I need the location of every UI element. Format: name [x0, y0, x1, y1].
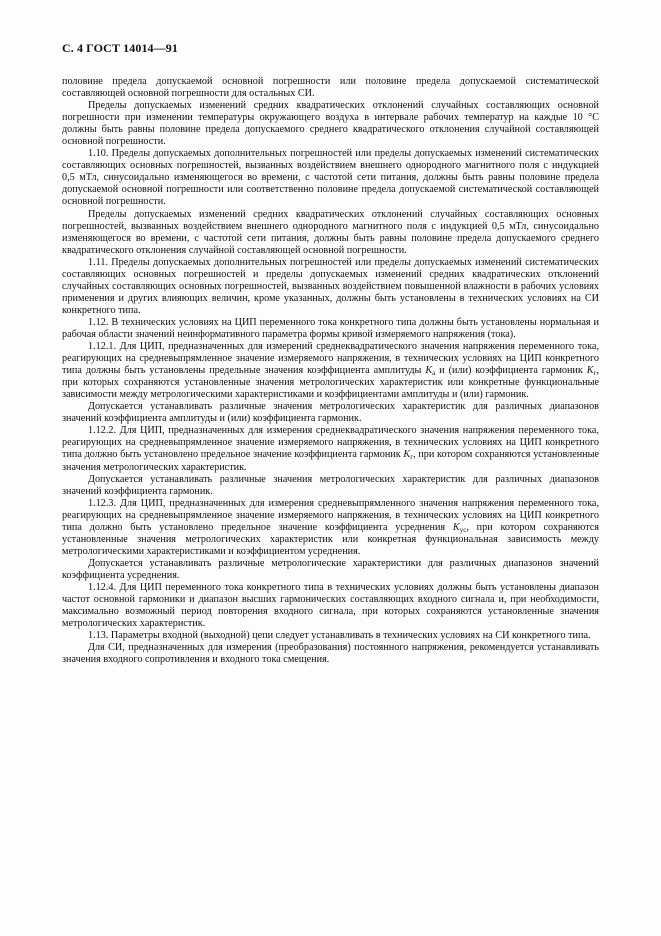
- page-header: С. 4 ГОСТ 14014—91: [62, 41, 178, 55]
- paragraph: Пределы допускаемых изменений средних квадратических отклонений случайных составляющих основной погрешности при изменении температуры окружающего воздуха в интервале рабочих температур на каждые 10 °С должны быть равны половине предела допускаемого среднего квадратического отклонения случайной составляющей основной погрешности.: [62, 100, 599, 148]
- coefficient-subscript: г: [410, 453, 414, 462]
- paragraph-clause-1-12-1: [62, 341, 599, 401]
- document-body: [62, 76, 599, 666]
- paragraph-clause-1-12-3: [62, 498, 599, 558]
- paragraph-continuation: половине предела допускаемой основной погрешности или половине предела допускаемой систематической составляющей основной погрешности для остальных СИ.: [62, 76, 599, 100]
- paragraph-clause-1-12-2: [62, 425, 599, 473]
- paragraph-clause-1-10: 1.10. Пределы допускаемых дополнительных погрешностей или пределы допускаемых изменений систематических составляющих основных погрешностей, вызванных воздействием внешнего однородного магнитного поля с индукцией 0,5 мТл, синусоидально изменяющегося во времени, с частотой сети питания, должны быть равны половине предела допускаемой основной погрешности или соответственно половине предела допускаемой систематической составляющей основной погрешности.: [62, 148, 599, 208]
- text-run: 1.12.1. Для ЦИП, предназначенных для измерений среднеквадратического значения напряжения переменного тока, реагирующих на средневыпрямленное значение измеряемого напряжения, в технических условиях на ЦИП конкретного типа должны быть установлены предельные значения коэффициента амплитуды: [62, 341, 599, 377]
- coefficient-symbol: K: [425, 365, 433, 377]
- coefficient-subscript: а: [432, 369, 436, 378]
- paragraph: Допускается устанавливать различные значения метрологических характеристик для различных диапазонов значений коэффициента гармоник.: [62, 473, 599, 497]
- text-run: , при котором сохраняются установленные значения метрологических характеристик.: [62, 449, 599, 473]
- paragraph: Пределы допускаемых изменений средних квадратических отклонений случайных составляющих основных погрешностей, вызванных воздействием внешнего однородного магнитного поля с индукцией 0,5 мТл, синусоидально изменяющегося во времени, с частотой сети питания, должны быть равны половине предела допускаемого среднего квадратического отклонения случайной составляющей основной погрешности.: [62, 208, 599, 256]
- text-run: и (или) коэффициента гармоник: [435, 365, 587, 377]
- paragraph-clause-1-13: 1.13. Параметры входной (выходной) цепи следует устанавливать в технических условиях на СИ конкретного типа.: [88, 630, 591, 642]
- paragraph: Для СИ, предназначенных для измерения (преобразования) постоянного напряжения, рекомендуется устанавливать значения входного сопротивления и входного тока смещения.: [62, 642, 599, 666]
- text-run: 1.12.2. Для ЦИП, предназначенных для измерения среднеквадратического значения напряжения переменного тока, реагирующих на средневыпрямленное значение измеряемого напряжения, в технических условиях на ЦИП конкретного типа должно быть установлено предельное значение коэффициента гармоник: [62, 425, 599, 461]
- text-run: , при котором сохраняются установленные значения метрологических характеристик или конкретная функциональная зависимость между метрологическими характеристиками и коэффициентом усреднения.: [62, 521, 599, 557]
- paragraph: Допускается устанавливать различные значения метрологических характеристик для различных диапазонов значений коэффициента амплитуды и (или) коэффициента гармоник.: [62, 401, 599, 425]
- text-run: , при которых сохраняются установленные значения метрологических характеристик или конкретные функциональные зависимости между метрологическими характеристиками и коэффициентами амплитуды и (или) гармоник.: [62, 365, 600, 401]
- coefficient-symbol: K: [452, 521, 460, 533]
- text-run: 1.12.3. Для ЦИП, предназначенных для измерения средневыпрямленного значения напряжения переменного тока, реагирующих на средневыпрямленное значение измеряемого напряжения, в технических условиях на ЦИП конкретного типа должно быть установлено предельное значение коэффициента усреднения: [62, 497, 599, 533]
- coefficient-symbol: K: [403, 449, 411, 461]
- paragraph: Допускается устанавливать различные метрологические характеристики для различных диапазонов значений коэффициента усреднения.: [62, 557, 599, 581]
- paragraph-clause-1-12-4: 1.12.4. Для ЦИП переменного тока конкретного типа в технических условиях должны быть установлены диапазон частот основной гармоники и диапазон высших гармонических составляющих входного сигнала и, при необходимости, максимально возможный период повторения входного сигнала, при которых сохраняются установленные значения метрологических характеристик.: [62, 581, 599, 630]
- coefficient-symbol: K: [586, 365, 594, 377]
- coefficient-subscript: г: [593, 369, 597, 378]
- paragraph-clause-1-12: 1.12. В технических условиях на ЦИП переменного тока конкретного типа должны быть установлены нормальная и рабочая области значений неинформативного параметра формы кривой измеряемого напряжения (тока).: [62, 316, 599, 340]
- paragraph-clause-1-11: 1.11. Пределы допускаемых дополнительных погрешностей или пределы допускаемых изменений систематических составляющих основных погрешностей и пределы допускаемых изменений средних квадратических отклонений случайных составляющих основных погрешностей, вызванных воздействием повышенной влажности в рабочих условиях применения и других влияющих величин, кроме указанных, должны быть установлены в технических условиях на СИ конкретного типа.: [62, 256, 599, 316]
- coefficient-subscript: ус: [459, 525, 467, 534]
